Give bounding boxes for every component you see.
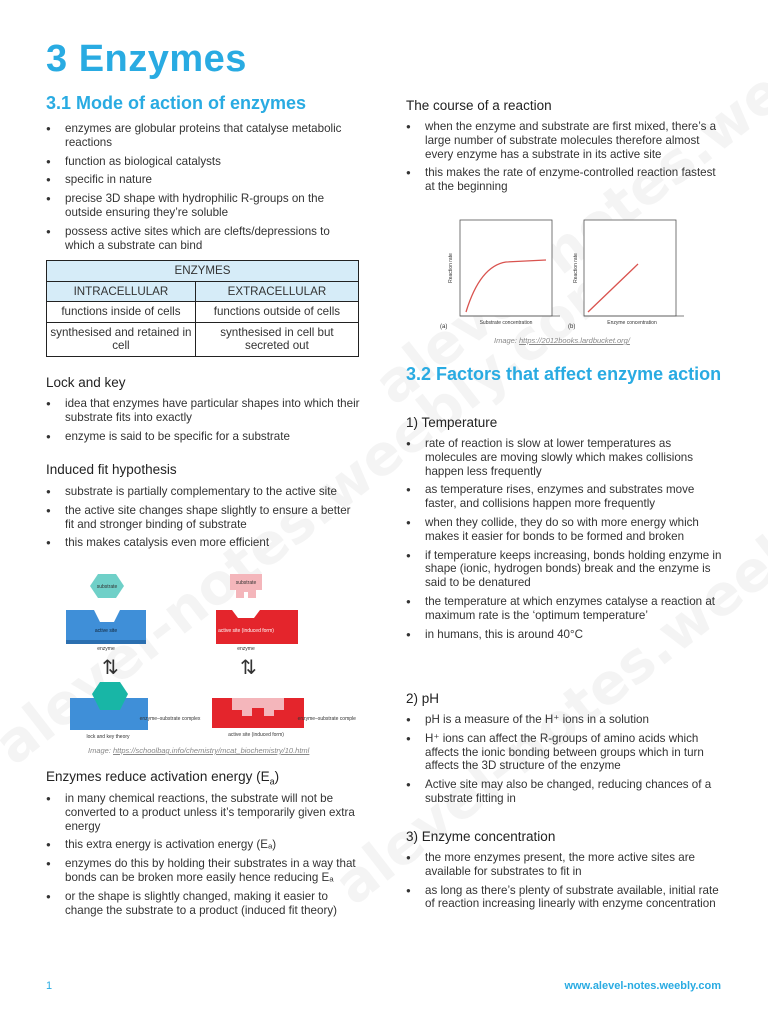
graph-b-label: (b) xyxy=(568,324,576,330)
list-item: ● specific in nature xyxy=(46,173,362,187)
graph-b-frame xyxy=(584,220,676,316)
list-item: ● function as biological catalysts xyxy=(46,155,362,169)
induced-enzyme-shape xyxy=(216,610,298,644)
list-item: ● H⁺ ions can affect the R-groups of amino acids which affects the ionic bonding between groups which in turn affects the 3D structure of the enzyme xyxy=(406,732,724,773)
complex-label: enzyme–substrate complex xyxy=(139,716,201,722)
ph-heading: 2) pH xyxy=(406,691,440,706)
ph-list xyxy=(406,713,724,811)
lock-key-theory-label: lock and key theory xyxy=(86,734,130,740)
induced-active-site-label: active site (induced form) xyxy=(218,628,274,634)
graph-a-frame xyxy=(460,220,552,316)
enzyme-concentration-heading: 3) Enzyme concentration xyxy=(406,829,556,844)
list-item: ● idea that enzymes have particular shapes into which their substrate fits into exactly xyxy=(46,397,362,425)
equilibrium-arrow-icon: ⇅ xyxy=(102,657,119,679)
graph-b-x-label: Enzyme concentration xyxy=(607,320,657,326)
list-item: ● this makes the rate of enzyme-controlled reaction fastest at the beginning xyxy=(406,166,724,194)
list-item: ● precise 3D shape with hydrophilic R-groups on the outside ensuring they’re soluble xyxy=(46,192,362,220)
list-item: ● possess active sites which are clefts/depressions to which a substrate can bind xyxy=(46,225,362,253)
reaction-rate-graphs xyxy=(436,216,696,336)
substrate-label: substrate xyxy=(96,584,118,590)
temperature-list xyxy=(406,437,724,646)
course-of-reaction-list xyxy=(406,120,724,199)
section-heading-3-1: 3.1 Mode of action of enzymes xyxy=(46,93,307,113)
list-item: ● in humans, this is around 40°C xyxy=(406,628,724,642)
enzyme-base xyxy=(66,640,146,644)
induced-substrate-label: substrate xyxy=(235,580,257,586)
activation-heading-sub: a xyxy=(269,776,275,787)
enzyme-shape xyxy=(66,610,146,640)
list-item: ● the more enzymes present, the more active sites are available for substrates to fit in xyxy=(406,851,724,879)
list-item: ● rate of reaction is slow at lower temperatures as molecules are moving slowly which makes collisions happen less frequently xyxy=(406,437,724,478)
table-cell: synthesised and retained in cell xyxy=(47,322,196,356)
credit-link[interactable]: https://schoolbag.info/chemistry/mcat_biochemistry/10.html xyxy=(113,746,310,755)
course-of-reaction-heading: The course of a reaction xyxy=(406,98,552,113)
mode-of-action-list xyxy=(46,122,362,257)
activation-energy-heading xyxy=(46,769,279,787)
credit-prefix: Image: xyxy=(88,746,114,755)
induced-enzyme-label: enzyme xyxy=(237,646,255,652)
table-cell: functions outside of cells xyxy=(195,302,358,323)
list-item: ● when the enzyme and substrate are first mixed, there’s a large number of substrate molecules therefore almost every enzyme has a substrate in its active site xyxy=(406,120,724,161)
list-item: ● Active site may also be changed, reducing chances of a substrate fitting in xyxy=(406,778,724,806)
list-item: ● enzymes do this by holding their substrates in a way that bonds can be broken more easily hence reducing Eₐ xyxy=(46,857,362,885)
reaction-rate-graphs-svg xyxy=(436,216,696,336)
page-title: 3 Enzymes xyxy=(46,38,247,80)
lock-and-key-heading: Lock and key xyxy=(46,375,126,390)
graph-credit xyxy=(494,336,630,345)
list-item: ● this makes catalysis even more efficient xyxy=(46,536,362,550)
page-number: 1 xyxy=(46,980,53,992)
list-item: ● as long as there’s plenty of substrate available, initial rate of reaction increasing linearly with enzyme concentration xyxy=(406,884,724,912)
induced-complex-label: enzyme–substrate complex xyxy=(297,716,356,722)
footer-link[interactable]: www.alevel-notes.weebly.com xyxy=(564,980,721,992)
list-item: ● as temperature rises, enzymes and substrates move faster, and collisions happen more frequently xyxy=(406,483,724,511)
enzyme-concentration-list xyxy=(406,851,724,916)
lock-and-key-list xyxy=(46,397,362,448)
table-col-header: INTRACELLULAR xyxy=(47,281,196,302)
enzymes-table xyxy=(46,260,359,357)
graph-b-y-label: Reaction rate xyxy=(573,253,579,283)
list-item: ● this extra energy is activation energy (Eₐ) xyxy=(46,838,362,852)
induced-fit-heading: Induced fit hypothesis xyxy=(46,462,177,477)
table-col-header: EXTRACELLULAR xyxy=(195,281,358,302)
table-cell: synthesised in cell but secreted out xyxy=(195,322,358,356)
list-item: ● enzymes are globular proteins that catalyse metabolic reactions xyxy=(46,122,362,150)
diagram-credit xyxy=(88,746,309,755)
enzyme-models-diagram xyxy=(66,570,356,740)
enzyme-models-svg xyxy=(66,570,356,740)
table-cell: functions inside of cells xyxy=(47,302,196,323)
temperature-heading: 1) Temperature xyxy=(406,415,498,430)
credit-link[interactable]: https://2012books.lardbucket.org/ xyxy=(519,336,630,345)
active-site-label: active site xyxy=(94,628,118,634)
list-item: ● if temperature keeps increasing, bonds holding enzyme in shape (ionic, hydrogen bonds) break and the enzyme is said to be denatured xyxy=(406,549,724,590)
induced-substrate-shape xyxy=(230,574,262,598)
activation-energy-list xyxy=(46,792,362,922)
list-item: ● pH is a measure of the H⁺ ions in a solution xyxy=(406,713,724,727)
graph-a-label: (a) xyxy=(440,324,448,330)
credit-prefix: Image: xyxy=(494,336,520,345)
enzyme-label: enzyme xyxy=(97,646,115,652)
graph-a-x-label: Substrate concentration xyxy=(479,320,533,326)
induced-fit-list xyxy=(46,485,362,555)
activation-heading-end: ) xyxy=(274,769,280,784)
list-item: ● substrate is partially complementary to the active site xyxy=(46,485,362,499)
section-heading-3-2: 3.2 Factors that affect enzyme action xyxy=(406,364,722,384)
graph-a-y-label: Reaction rate xyxy=(448,253,454,283)
induced-equilibrium-arrow-icon: ⇅ xyxy=(240,657,257,679)
table-header: ENZYMES xyxy=(47,261,359,282)
list-item: ● or the shape is slightly changed, making it easier to change the substrate to a product (induced fit theory) xyxy=(46,890,362,918)
watermark xyxy=(363,0,768,418)
activation-heading-text: Enzymes reduce activation energy (E xyxy=(46,769,270,784)
list-item: ● the temperature at which enzymes catalyse a reaction at maximum rate is the ‘optimum temperature’ xyxy=(406,595,724,623)
induced-form-label: active site (induced form) xyxy=(228,732,284,738)
list-item: ● the active site changes shape slightly to ensure a better fit and stronger binding of substrate xyxy=(46,504,362,532)
list-item: ● when they collide, they do so with more energy which makes it easier for bonds to be formed and broken xyxy=(406,516,724,544)
list-item: ● in many chemical reactions, the substrate will not be converted to a product unless it’s temporarily given extra energy xyxy=(46,792,362,833)
list-item: ● enzyme is said to be specific for a substrate xyxy=(46,430,362,444)
